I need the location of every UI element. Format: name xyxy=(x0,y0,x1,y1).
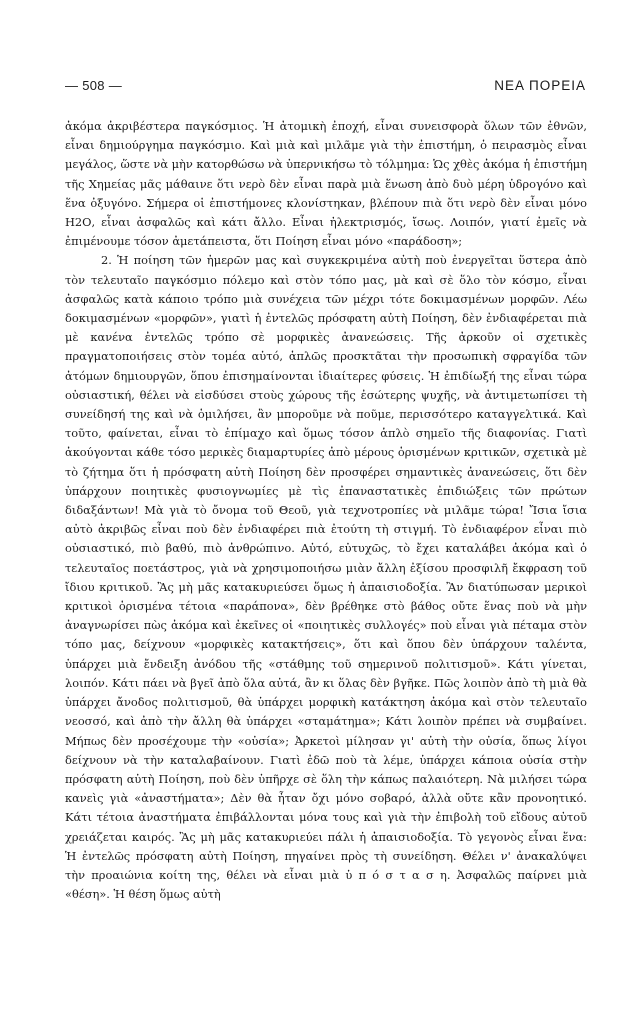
running-head: ΝΕΑ ΠΟΡΕΙΑ xyxy=(494,78,586,93)
page-header xyxy=(65,78,586,100)
page-number: — 508 — xyxy=(65,78,123,93)
paragraph-1: ἀκόμα ἀκριβέστερα παγκόσμιος. Ἡ ἀτομικὴ ἐποχή, εἶναι συνεισφορὰ ὅλων τῶν ἐθνῶν, εἶναι δημιούργημα παγκόσμιο. Καὶ μιὰ καὶ μιλᾶμε γιὰ τὴν ἐπιστήμη, ὁ πειρασμὸς εἶναι μεγάλος, ὥστε νὰ μὴν κατορθώσω νὰ ὑπερνικήσω τὸ τόλμημα: Ὡς χθὲς ἀκόμα ἡ ἐπιστήμη τῆς Χημείας μᾶς μάθαινε ὅτι νερὸ δὲν εἶναι παρὰ μιὰ ἕνωση ἀπὸ δυὸ μέρη ὑδρογόνο καὶ ἕνα ὀξυγόνο. Σήμερα οἱ ἐπιστήμονες κλονίστηκαν, βλέπουν πιὰ ὅτι νερὸ δὲν εἶναι μόνο Η2Ο, εἶναι ἀσφαλῶς καὶ κάτι ἄλλο. Εἶναι ἠλεκτρισμός, ἴσως. Λοιπόν, γιατί ἐμεῖς νὰ ἐπιμένουμε τόσον ἀμετάπειστα, ὅτι Ποίηση εἶναι μόνο «παράδοση»; xyxy=(65,119,587,249)
body-text xyxy=(65,117,587,904)
paragraph-2: 2. Ἡ ποίηση τῶν ἡμερῶν μας καὶ συγκεκριμένα αὐτὴ ποὺ ἐνεργεῖται ὕστερα ἀπὸ τὸν τελευταῖο παγκόσμιο πόλεμο καὶ στὸν τόπο μας, μὰ καὶ σὲ ὅλο τὸν κόσμο, εἶναι ἀσφαλῶς κατὰ κάποιο τρόπο μιὰ συνέχεια τῶν μέχρι τότε δοκιμασμένων μορφῶν. Λέω δοκιμασμένων «μορφῶν», γιατὶ ἡ ἐντελῶς πρόσφατη αὐτὴ Ποίηση, δὲν ἐνδιαφέρεται πιὰ μὲ κανένα ἐντελῶς τρόπο σὲ μορφικὲς ἀνανεώσεις. Τῆς ἀρκοῦν οἱ σχετικὲς πραγματοποιήσεις στὸν τομέα αὐτό, ἁπλῶς προσκτᾶται τὴν προσωπικὴ σφραγίδα τῶν ἀτόμων δημιουργῶν, ὅπου ἐπισημαίνονται ἰδιαίτερες φύσεις. Ἡ ἐπιδίωξή της εἶναι τώρα οὐσιαστική, θέλει νὰ εἰσδύσει στοὺς χώρους τῆς ἐσώτερης ψυχῆς, νὰ ἀντιμετωπίσει τὴ συνείδησή της καὶ νὰ ὁμιλήσει, ἂν μποροῦμε νὰ ποῦμε, περισσότερο καταγγελτικά. Καὶ τοῦτο, φαίνεται, εἶναι τὸ ἐπίμαχο καὶ ὅμως τόσον ἁπλὸ σημεῖο τῆς διαφονίας. Γιατὶ ἀκούγονται κάθε τόσο μερικὲς διαμαρτυρίες ἀπὸ μέρους ὁρισμένων κριτικῶν, σχετικὰ μὲ τὸ ζήτημα ὅτι ἡ πρόσφατη αὐτὴ Ποίηση δὲν προσφέρει σημαντικὲς ἀνανεώσεις, ὅτι δὲν ὑπάρχουν ποιητικὲς φυσιογνωμίες μὲ τὶς ἐπαναστατικὲς ἐπιδιώξεις τῶν πρώτων διδαξάντων! Μὰ γιὰ τὸ ὄνομα τοῦ Θεοῦ, γιὰ τεχνοτροπίες νὰ μιλᾶμε τώρα! Ἴσια ἴσια αὐτὸ ἀκριβῶς εἶναι ποὺ δὲν ἐνδιαφέρει πιὰ ἐτούτη τὴ στιγμή. Τὸ ἐνδιαφέρον εἶναι πιὸ οὐσιαστικό, πιὸ βαθύ, πιὸ ἀνθρώπινο. Αὐτό, εὐτυχῶς, τὸ ἔχει καταλάβει ἀκόμα καὶ ὁ τελευταῖος ποετάστρος, γιὰ νὰ χρησιμοποιήσω μιὰν ἄλλη ἐξίσου προσφιλῆ ἔκφραση τοῦ ἴδιου κριτικοῦ. Ἂς μὴ μᾶς κατακυριεύσει ὅμως ἡ ἀπαισιοδοξία. Ἂν διατύπωσαν μερικοὶ κριτικοὶ ὁρισμένα τέτοια «παράπονα», δὲν βρέθηκε στὸ βάθος οὔτε ἕνας ποὺ νὰ μὴν ἀναγνωρίσει πὼς ἀκόμα καὶ ἐκεῖνες οἱ «ποιητικὲς συλλογές» ποὺ εἶναι γιὰ πέταμα στὸν τόπο μας, δείχνουν «μορφικὲς κατακτήσεις», ὅτι καὶ ὅπου δὲν ὑπάρχουν ταλέντα, ὑπάρχει μιὰ ἔνδειξη ἀνόδου τῆς «στάθμης τοῦ σημερινοῦ πολιτισμοῦ». Κάτι γίνεται, λοιπόν. Κάτι πάει νὰ βγεῖ ἀπὸ ὅλα αὐτά, ἂν κι ὅλας δὲν βγῆκε. Πῶς λοιπὸν ἀπὸ τὴ μιὰ θὰ ὑπάρχει ἄνοδος πολιτισμοῦ, θὰ ὑπάρχει μορφικὴ κατάκτηση ἀκόμα καὶ στὸν τελευταῖο νεοσσό, καὶ ἀπὸ τὴν ἄλλη θὰ ὑπάρχει «σταμάτημα»; Κάτι λοιπὸν πρέπει νὰ συμβαίνει. Μήπως δὲν προσέχουμε τὴν «οὐσία»; Ἀρκετοὶ μίλησαν γι' αὐτὴ τὴν οὐσία, ὅπως λίγοι δείχνουν νὰ τὴν καταλαβαίνουν. Γιατὶ ἐδῶ ποὺ τὰ λέμε, ὑπάρχει κάποια οὐσία στὴν πρόσφατη αὐτὴ Ποίηση, ποὺ δὲν ὑπῆρχε σὲ ὅλη τὴν κάπως παλαιότερη. Νὰ μιλήσει τώρα κανεὶς γιὰ «ἀναστήματα»; Δὲν θὰ ἦταν ὄχι μόνο σοβαρό, ἀλλὰ οὔτε κἂν προνοητικό. Κάτι τέτοια ἀναστήματα ἐπιβάλλονται μόνα τους καὶ γιὰ τὴν ἐπιβολὴ τοῦ εἴδους αὐτοῦ χρειάζεται καιρός. Ἂς μὴ μᾶς κατακυριεύει πάλι ἡ ἀπαισιοδοξία. Τὸ γεγονὸς εἶναι ἕνα: Ἡ ἐντελῶς πρόσφατη αὐτὴ Ποίηση, πηγαίνει πρὸς τὴ συνείδηση. Θέλει ν' ἀνακαλύψει τὴν προαιώνια κοίτη της, θέλει νὰ εἶναι μιὰ ὑ π ό σ τ α σ η. Ἀσφαλῶς παίρνει μιὰ «θέση». Ἡ θέση ὅμως αὐτὴ xyxy=(65,253,587,902)
